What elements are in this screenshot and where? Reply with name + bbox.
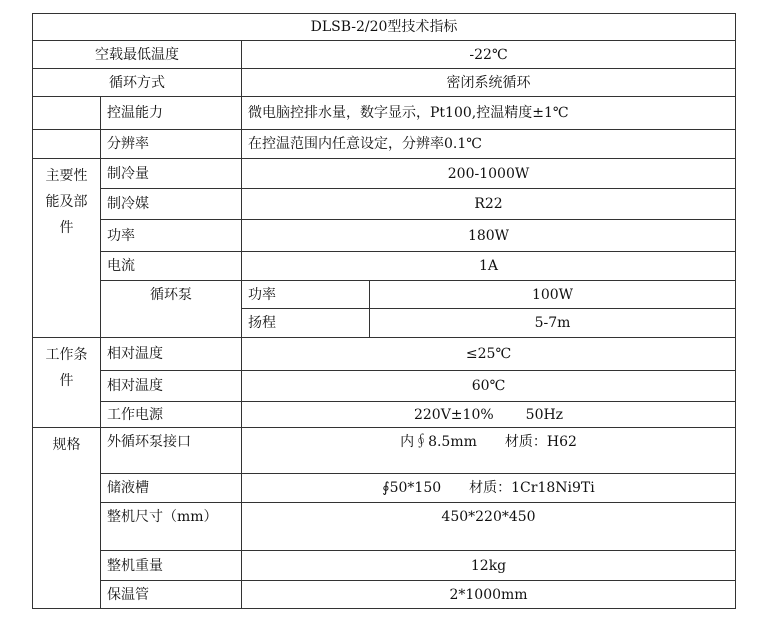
dimensions-value: 450*220*450	[242, 503, 736, 551]
power-supply-value	[242, 402, 736, 428]
pump-port-label: 外循环泵接口	[101, 428, 242, 474]
pump-port-material: 材质：H62	[504, 434, 577, 450]
tank-value	[242, 474, 736, 503]
current-label: 电流	[101, 252, 242, 281]
weight-value: 12kg	[242, 551, 736, 581]
voltage-value: 220V±10%	[413, 406, 494, 423]
pump-power-label: 功率	[242, 281, 370, 309]
blank-cell	[33, 130, 101, 159]
pump-power-value: 100W	[370, 281, 736, 309]
table-row	[33, 130, 736, 159]
insulation-tube-value: 2*1000mm	[242, 581, 736, 609]
refrigerant-label: 制冷媒	[101, 189, 242, 220]
control-label: 控温能力	[101, 97, 242, 130]
humidity-value: ≤25℃	[242, 338, 736, 371]
power-supply-label: 工作电源	[101, 402, 242, 428]
min-temp-value: -22℃	[242, 41, 736, 69]
refrigerant-value: R22	[242, 189, 736, 220]
tank-material: 材质：1Cr18Ni9Ti	[469, 480, 595, 496]
table-row	[33, 41, 736, 69]
working-conditions-category: 工作条件	[33, 338, 101, 428]
temperature-value: 60℃	[242, 371, 736, 402]
cooling-capacity-value: 200-1000W	[242, 159, 736, 189]
table-row	[33, 551, 736, 581]
table-row	[33, 338, 736, 371]
power-value: 180W	[242, 220, 736, 252]
tank-label: 储液槽	[101, 474, 242, 503]
cooling-capacity-label: 制冷量	[101, 159, 242, 189]
spec-table	[32, 13, 736, 609]
table-row	[33, 581, 736, 609]
table-row	[33, 69, 736, 97]
table-row	[33, 220, 736, 252]
current-value: 1A	[242, 252, 736, 281]
specifications-category: 规格	[33, 428, 101, 609]
table-row	[33, 428, 736, 474]
table-row	[33, 503, 736, 551]
table-title: DLSB-2/20型技术指标	[33, 14, 736, 41]
humidity-label: 相对温度	[101, 338, 242, 371]
circulation-value: 密闭系统循环	[242, 69, 736, 97]
pump-port-size: 内∮8.5mm	[400, 434, 477, 450]
insulation-tube-label: 保温管	[101, 581, 242, 609]
pump-head-label: 扬程	[242, 309, 370, 338]
table-row	[33, 474, 736, 503]
pump-port-value	[242, 428, 736, 474]
main-performance-category: 主要性能及部件	[33, 159, 101, 338]
table-row	[33, 371, 736, 402]
resolution-label: 分辨率	[101, 130, 242, 159]
control-value: 微电脑控排水量，数字显示，Pt100,控温精度±1℃	[242, 97, 736, 130]
dimensions-label: 整机尺寸（mm）	[101, 503, 242, 551]
temperature-label: 相对温度	[101, 371, 242, 402]
table-row	[33, 252, 736, 281]
table-row	[33, 281, 736, 309]
frequency-value: 50Hz	[525, 406, 564, 423]
weight-label: 整机重量	[101, 551, 242, 581]
pump-label: 循环泵	[101, 281, 242, 338]
circulation-label: 循环方式	[33, 69, 242, 97]
pump-head-value: 5-7m	[370, 309, 736, 338]
tank-size: ∮50*150	[382, 480, 442, 496]
table-row	[33, 402, 736, 428]
table-row	[33, 189, 736, 220]
resolution-value: 在控温范围内任意设定，分辨率0.1℃	[242, 130, 736, 159]
blank-cell	[33, 97, 101, 130]
table-row	[33, 97, 736, 130]
table-row	[33, 159, 736, 189]
power-label: 功率	[101, 220, 242, 252]
title-row	[33, 14, 736, 41]
min-temp-label: 空载最低温度	[33, 41, 242, 69]
